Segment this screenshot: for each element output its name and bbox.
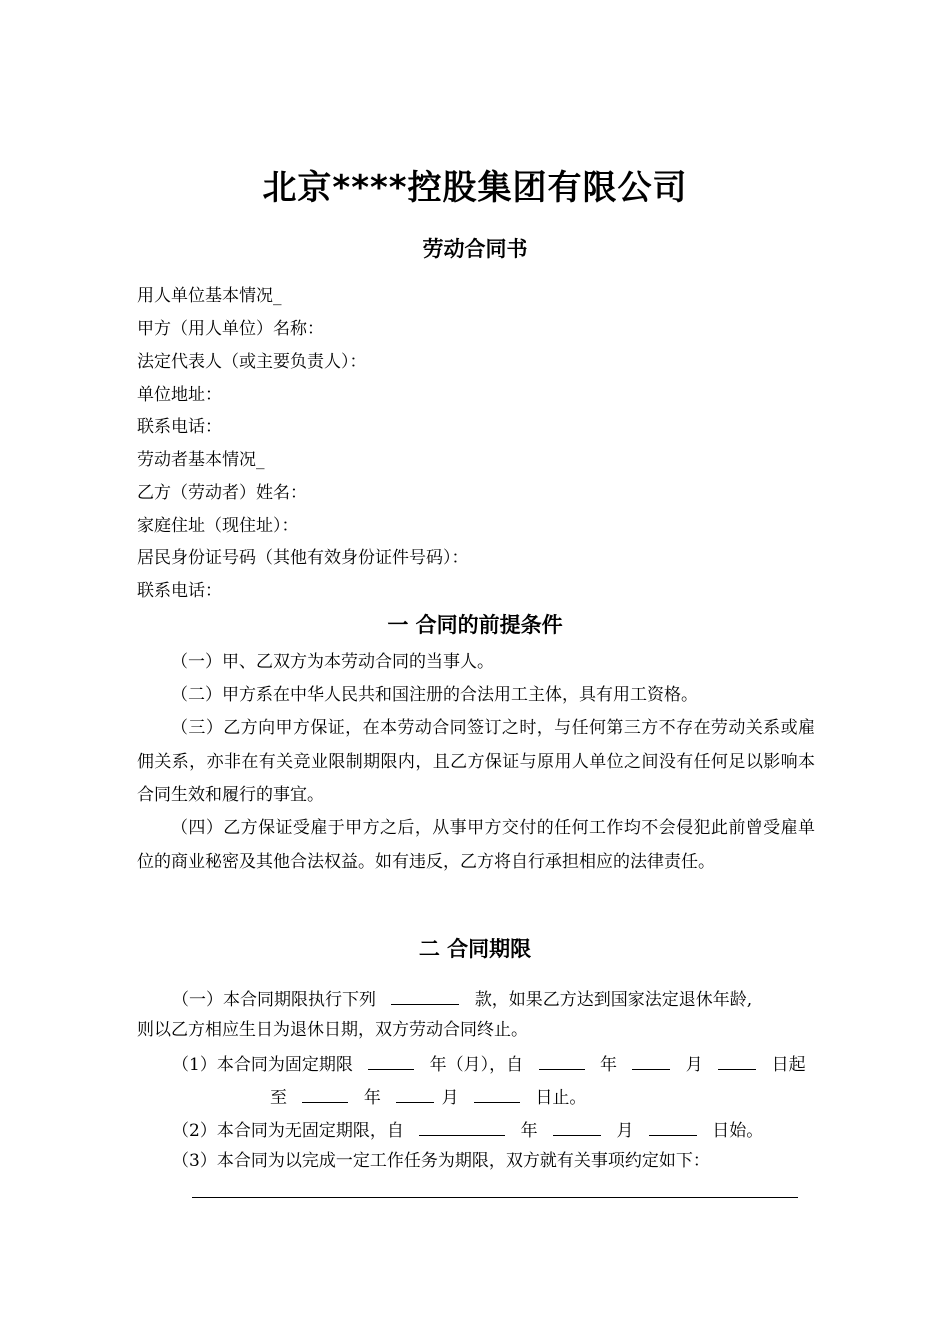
open-term-label: （2）本合同为无固定期限，自 <box>172 1121 404 1141</box>
end-month-label: 月 <box>441 1088 459 1108</box>
end-to-label: 至 <box>270 1088 287 1108</box>
company-title: 北京****控股集团有限公司 <box>262 168 688 208</box>
task-term-line: （3）本合同为以完成一定工作任务为期限，双方就有关事项约定如下： <box>172 1151 710 1171</box>
end-month-blank[interactable] <box>396 1084 434 1103</box>
employer-phone-label: 联系电话： <box>137 417 222 437</box>
contract-title: 劳动合同书 <box>422 237 528 261</box>
start-month-blank[interactable] <box>632 1051 670 1070</box>
start-year-blank[interactable] <box>539 1051 585 1070</box>
employee-phone-label: 联系电话： <box>137 581 222 601</box>
section1-clause-4: （四）乙方保证受雇于甲方之后，从事甲方交付的任何工作均不会侵犯此前曾受雇单位的商业秘密及其他合法权益。如有违反，乙方将自行承担相应的法律责任。 <box>137 818 815 872</box>
employee-address-label: 家庭住址（现住址）： <box>137 516 299 536</box>
employee-name-label: 乙方（劳动者）姓名： <box>137 483 307 503</box>
clause1-text-b: 款，如果乙方达到国家法定退休年龄, <box>474 990 753 1010</box>
fixed-term-label: （1）本合同为固定期限 <box>172 1055 353 1075</box>
open-day-blank[interactable] <box>649 1117 697 1136</box>
open-year-label: 年 <box>520 1121 538 1141</box>
employer-heading: 用人单位基本情况_ <box>137 286 282 306</box>
end-year-label: 年 <box>363 1088 381 1108</box>
fixed-term-line <box>172 1051 806 1077</box>
end-day-blank[interactable] <box>474 1084 520 1103</box>
open-month-blank[interactable] <box>553 1117 601 1136</box>
employee-id-label: 居民身份证号码（其他有效身份证件号码）： <box>137 548 469 568</box>
open-month-label: 月 <box>616 1121 634 1141</box>
start-month-label: 月 <box>685 1055 703 1075</box>
section2-clause-1-line1 <box>172 986 752 1012</box>
section2-title: 二 合同期限 <box>418 937 532 961</box>
start-day-blank[interactable] <box>718 1051 756 1070</box>
section1-title: 一 合同的前提条件 <box>387 613 563 637</box>
fixed-term-unit-label: 年（月），自 <box>429 1055 524 1075</box>
open-year-blank[interactable] <box>419 1117 505 1136</box>
section1-clause-2: （二）甲方系在中华人民共和国注册的合法用工主体，具有用工资格。 <box>171 685 698 705</box>
section1-clause-1: （一）甲、乙双方为本劳动合同的当事人。 <box>171 652 494 672</box>
open-term-line <box>172 1117 763 1143</box>
clause1-text-a: （一）本合同期限执行下列 <box>172 990 376 1010</box>
fixed-term-duration-blank[interactable] <box>368 1051 414 1070</box>
employer-address-label: 单位地址： <box>137 385 222 405</box>
start-year-label: 年 <box>599 1055 617 1075</box>
open-day-label: 日始。 <box>712 1121 764 1141</box>
task-terms-fill-line[interactable] <box>192 1197 798 1198</box>
employee-heading: 劳动者基本情况_ <box>137 450 265 470</box>
clause-number-blank[interactable] <box>391 986 459 1005</box>
employer-name-label: 甲方（用人单位）名称： <box>137 319 324 339</box>
section1-clause-3: （三）乙方向甲方保证，在本劳动合同签订之时，与任何第三方不存在劳动关系或雇佣关系，亦非在有关竞业限制期限内，且乙方保证与原用人单位之间没有任何足以影响本合同生效和履行的事宜。 <box>137 718 815 805</box>
start-day-label: 日起 <box>771 1055 806 1075</box>
end-day-label: 日止。 <box>535 1088 587 1108</box>
employer-rep-label: 法定代表人（或主要负责人）： <box>137 352 367 372</box>
end-year-blank[interactable] <box>302 1084 348 1103</box>
section2-clause-1-line2: 则以乙方相应生日为退休日期，双方劳动合同终止。 <box>137 1020 528 1040</box>
fixed-term-end-line <box>270 1084 586 1110</box>
